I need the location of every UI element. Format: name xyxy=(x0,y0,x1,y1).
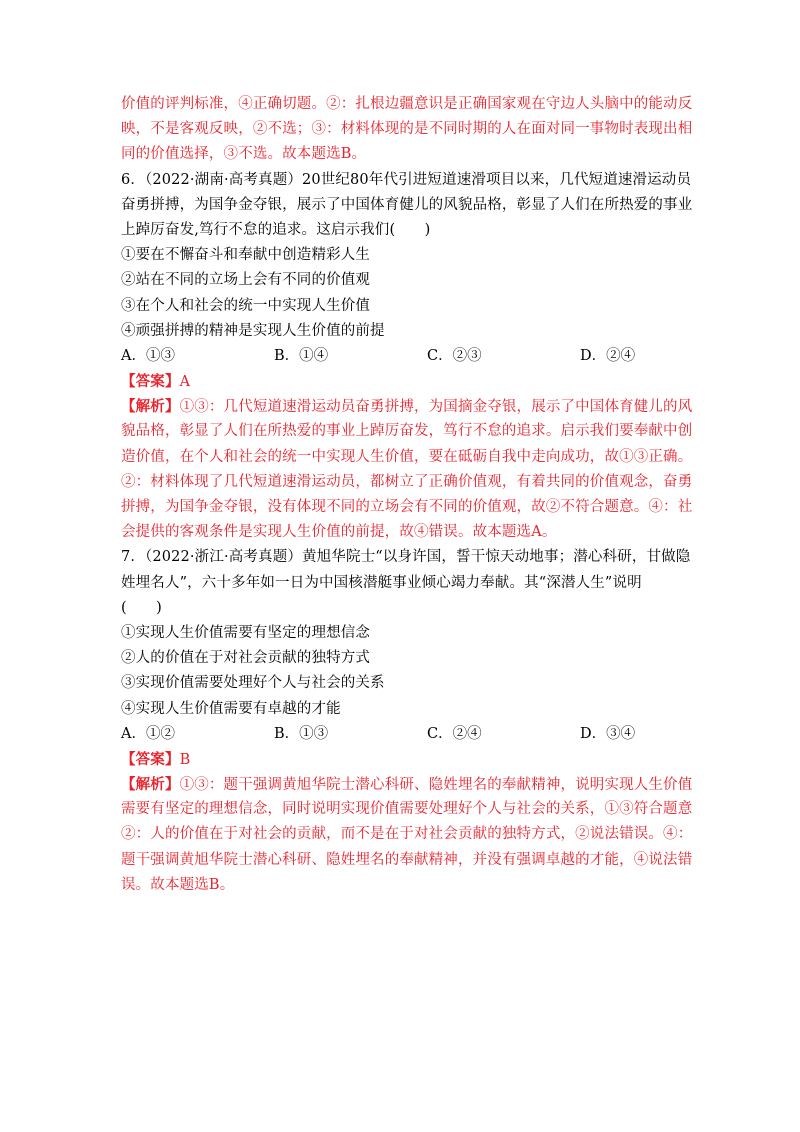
prev-question-explanation xyxy=(121,92,693,168)
option-a: A．①③ xyxy=(121,347,175,364)
statement-1: ①要在不懈奋斗和奉献中创造精彩人生 xyxy=(121,247,371,264)
option-d: D．③④ xyxy=(580,725,636,742)
analysis-line: 会提供的客观条件是实现人生价值的前提，故④错误。故本题选A。 xyxy=(121,524,557,541)
statement-2: ②人的价值在于对社会贡献的独特方式 xyxy=(121,650,371,667)
analysis-label: 【解析】 xyxy=(121,776,180,794)
analysis-line xyxy=(121,394,693,419)
analysis-line: 貌品格，彰显了人们在所热爱的事业上踔厉奋发，笃行不怠的追求。启示我们要奉献中创 xyxy=(121,423,693,440)
answer-label: 【答案】 xyxy=(121,373,180,391)
question-stem-line: 上踔厉奋发,笃行不怠的追求。这启示我们( ) xyxy=(121,221,431,238)
answer-line xyxy=(121,369,681,394)
analysis-line: ②：人的价值在于对社会的贡献，而不是在于对社会贡献的独特方式，②说法错误。④： xyxy=(121,826,693,843)
analysis-label: 【解析】 xyxy=(121,398,180,416)
explanation-line: 同的价值选择，③不选。故本题选B。 xyxy=(121,146,367,163)
analysis-text: ①③：题干强调黄旭华院士潜心科研、隐姓埋名的奉献精神，说明实现人生价值 xyxy=(179,777,693,794)
option-d: D．②④ xyxy=(580,347,636,364)
option-a: A．①② xyxy=(121,725,175,742)
analysis-line xyxy=(121,772,693,797)
question-stem-line: 6．（2022·湖南·高考真题）20世纪80年代引进短道速滑项目以来，几代短道速滑运动员 xyxy=(121,171,692,188)
option-b: B．①③ xyxy=(274,725,329,742)
answer-value: A xyxy=(179,374,191,391)
question-stem-line: ( ) xyxy=(121,599,162,616)
analysis-line: ②：材料体现了几代短道速滑运动员，都树立了正确价值观，有着共同的价值观念，奋勇 xyxy=(121,473,693,490)
question-stem-line: 7．（2022·浙江·高考真题）黄旭华院士“以身许国，誓干惊天动地事；潜心科研，甘做隐 xyxy=(121,549,691,566)
question-6 xyxy=(121,168,693,546)
analysis-line: 需要有坚定的理想信念，同时说明实现价值需要处理好个人与社会的关系，①③符合题意 xyxy=(121,801,693,818)
question-7 xyxy=(121,545,693,898)
analysis-text: ①③：几代短道速滑运动员奋勇拼搏，为国摘金夺银，展示了中国体育健儿的风 xyxy=(179,399,693,416)
analysis-line: 造价值，在个人和社会的统一中实现人生价值，要在砥砺自我中走向成功，故①③正确。 xyxy=(121,448,693,465)
answer-line xyxy=(121,747,681,772)
statement-2: ②站在不同的立场上会有不同的价值观 xyxy=(121,272,371,289)
statement-3: ③在个人和社会的统一中实现人生价值 xyxy=(121,297,371,314)
analysis-line: 拼搏，为国争金夺银，没有体现不同的立场会有不同的价值观，故②不符合题意。④：社 xyxy=(121,499,693,515)
question-stem-line: 奋勇拼搏，为国争金夺银，展示了中国体育健儿的风貌品格，彰显了人们在所热爱的事业 xyxy=(121,196,693,213)
option-b: B．①④ xyxy=(274,347,329,364)
statement-4: ④顽强拼搏的精神是实现人生价值的前提 xyxy=(121,322,385,339)
analysis-line: 题干强调黄旭华院士潜心科研、隐姓埋名的奉献精神，并没有强调卓越的才能，④说法错 xyxy=(121,851,693,868)
answer-label: 【答案】 xyxy=(121,750,180,768)
question-stem-line: 姓埋名人”，六十多年如一日为中国核潜艇事业倾心竭力奉献。其“深潜人生”说明 xyxy=(121,574,642,591)
statement-3: ③实现价值需要处理好个人与社会的关系 xyxy=(121,675,385,692)
statement-1: ①实现人生价值需要有坚定的理想信念 xyxy=(121,624,371,641)
explanation-line: 映，不是客观反映，②不选；③：材料体现的是不同时期的人在面对同一事物时表现出相 xyxy=(121,121,693,138)
answer-options xyxy=(121,344,681,369)
explanation-line: 价值的评判标准，④正确切题。②：扎根边疆意识是正确国家观在守边人头脑中的能动反 xyxy=(121,96,693,112)
page-content xyxy=(121,92,693,898)
answer-value: B xyxy=(179,751,191,768)
answer-options xyxy=(121,722,681,747)
option-c: C．②③ xyxy=(427,347,482,364)
statement-4: ④实现人生价值需要有卓越的才能 xyxy=(121,700,341,717)
option-c: C．②④ xyxy=(427,725,482,742)
analysis-line: 误。故本题选B。 xyxy=(121,876,235,893)
